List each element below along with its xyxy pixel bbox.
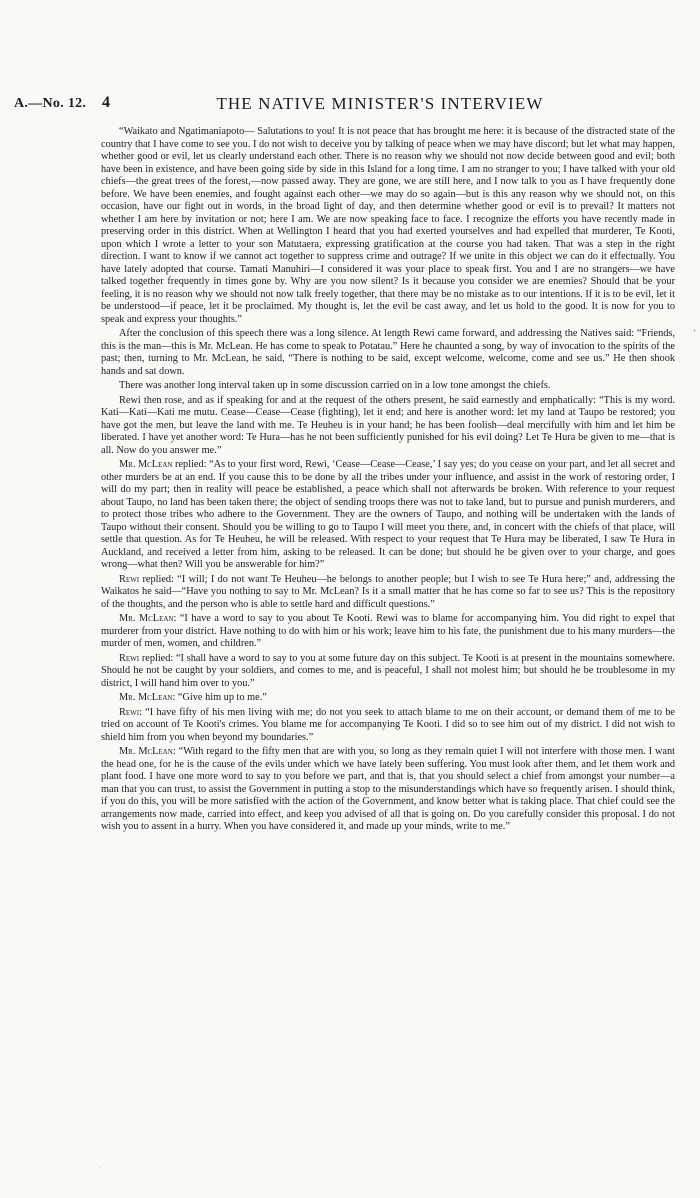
paragraph-rewi-welcome: After the conclusion of this speech there was a long silence. At length Rewi came forward, and addressing the Natives said: “Friends, this is the man—this is Mr. McLean. He has come to speak to Potatau.” Here he chaunted a song, by way of invocation to the spirits of the past; then, turning to Mr. McLean, he said, “There is nothing to be said, except welcome, welcome, come and see us.” He then shook hands and sat down.	[101, 328, 675, 377]
document-body	[101, 126, 675, 836]
paragraph-rewi-reply-2: Rewi replied: “I shall have a word to say to you at some future day on this subject. Te Kooti is at present in the mountains somewhere. Should he not be caught by your soldiers, and comes to me, and is peaceful, I shall not molest him; but should he be troublesome in my district, I will hand him over to you.”	[101, 652, 675, 689]
paragraph-mclean-reply-3: Mr. McLean: “Give him up to me.”	[119, 692, 267, 703]
paragraph-rewi-reply-1: Rewi replied: “I will; I do not want Te Heuheu—he belongs to another people; but I wish to see Te Hura here;” and, addressing the Waikatos he said—“Have you nothing to say to Mr. McLean? Is it a small matter that he has come so far to see us? This is the repository of the thoughts, and the person who is able to settle hard and difficult questions.”	[101, 573, 675, 610]
paper-reference: A.—No. 12.	[14, 96, 87, 111]
paragraph-mclean-reply-4: Mr. McLean: “With regard to the fifty men that are with you, so long as they remain quiet I will not interfere with those men. I want the head one, for he is the cause of the evils under which we have lately been suffering. You must look after them, and let them work and plant food. I have one more word to say to you before we part, and that is, that you should select a chief from amongst your number—a man that you can trust, to assist the Government in putting a stop to the misunderstandings which have so frequently arisen. I should think, if you do this, you will be more satisfied with the action of the Government, and know better what is taking place. That chief could see the arrangements now made, carried into effect, and keep you advised of all that is going on. Do you carefully consider this proposal. I do not wish you to assent in a hurry. When you have considered it, and made up your minds, write to me.”	[101, 746, 676, 832]
speaker-name: Mr. McLean	[119, 613, 174, 624]
speaker-name: Mr. McLean	[119, 459, 173, 470]
paragraph-interval: There was another long interval taken up in some discussion carried on in a low tone amongst the chiefs.	[119, 380, 551, 391]
speaker-name: Rewi	[119, 573, 140, 585]
page-title: THE NATIVE MINISTER'S INTERVIEW	[216, 94, 544, 113]
speaker-name: Mr. McLean	[119, 692, 173, 703]
speaker-name: Rewi	[119, 706, 140, 718]
paper-speck: ·	[98, 1162, 101, 1172]
paragraph-rewi-reply-3: Rewi: “I have fifty of his men living with me; do not you seek to attach blame to me on their account, or demand them of me to be tried on account of Te Kooti's crimes. You blame me for accompanying Te Kooti. I did so to see him out of my district. I did not wish to shield him from you when beyond my boundaries.”	[101, 706, 675, 743]
page-header	[0, 94, 700, 118]
margin-tick-mark: ·	[693, 326, 697, 337]
speaker-name: Rewi	[119, 652, 140, 664]
paragraph-rewi-request: Rewi then rose, and as if speaking for and at the request of the others present, he said earnestly and emphatically: “This is my word. Kati—Kati—Kati me mutu. Cease—Cease—Cease (fighting), let it end; and here is another word: let my land at Taupo be restored; you have got the men, but leave the land with me. Te Heuheu is in your hand; he has been foolish—deal mercifully with him and let him be liberated. I have yet another word: Te Hura—has he not been sufficiently punished for his evil doing? Let Te Hura be given to me—that is all. Now do you answer me.”	[101, 394, 675, 456]
speaker-name: Mr. McLean	[119, 746, 173, 757]
page-number: 4	[102, 94, 110, 111]
paragraph-mclean-reply-1: Mr. McLean replied: “As to your first word, Rewi, ‘Cease—Cease—Cease,’ I say yes; do you cease on your part, and let all secret and other murders be at an end. If you cause this to be done by all the tribes under your influence, and assist in the work of restoring order, I will do my part; then in reality will peace be established, a peace which shall not afterwards be broken. With reference to your request about Taupo, no land has been taken there; the object of sending troops there was not to take land, but to pursue and punish murderers, and to protect those tribes who adhere to the Government. They are the owners of Taupo, and nothing will be undertaken with the lands of Taupo without their consent. Should you be willing to go to Taupo I will meet you there, and, in concert with the chiefs of that place, will settle that question. As for Te Heuheu, he will be released. With respect to your request that Te Hura may be liberated, I saw Te Hura in Auckland, and received a letter from him, asking to be released. It can be done; but should he be given over to your charge, and goes wrong—what then? Will you be answerable for him?”	[101, 459, 675, 570]
paragraph-mclean-reply-2: Mr. McLean: “I have a word to say to you about Te Kooti. Rewi was to blame for accompanying him. You did right to expel that murderer from your district. Have nothing to do with him or his work; leave him to his fate, the punishment due to his many murders—the murder of men, women, and children.”	[101, 613, 675, 649]
paragraph-opening-speech: “Waikato and Ngatimaniapoto— Salutations to you! It is not peace that has brought me here: it is because of the distracted state of the country that I have come to see you. I do not wish to deceive you by talking of peace when we may have discord; but let what may happen, whether good or evil, let us clearly understand each other. There is no reason why we should not now decide between good and evil; both have been in existence, and have been going side by side in this Island for a long time. I am no stranger to you; I have talked with your old chiefs—the great trees of the forest,—now passed away. They are gone, we are still here, and I now talk to you as I have frequently done before. We have been enemies, and fought against each other—we may do so again—but is this any reason why we should not, on this occasion, have our fight out in words, in the broad light of day, and then determine whether good or evil is to prevail? It matters not whether I am here by invitation or not; here I am. We are now speaking face to face. I recognize the efforts you have recently made in preserving order in this district. When at Wellington I heard that you had exerted yourselves and had expelled that murderer, Te Kooti, upon which I wrote a letter to your son Matutaera, expressing gratification at the course you had taken. That was a step in the right direction. I want to know if we cannot act together to suppress crime and outrage? If we unite in this object we can do it effectually. You have lately adopted that course. Tamati Manuhiri—I considered it was your place to speak first. You and I are no strangers—we have talked together frequently in times gone by. Why are you now silent? Is it because you consider we are enemies? Should that be your feeling, it is no reason why we should not now talk freely together, that there may be no mistake as to our intentions. If it is to be evil, let it be understood—if peace, let it be proclaimed. My thought is, let the evil be cast away, and let us hold to the good. It is now for you to speak and express your thoughts.”	[101, 126, 675, 325]
